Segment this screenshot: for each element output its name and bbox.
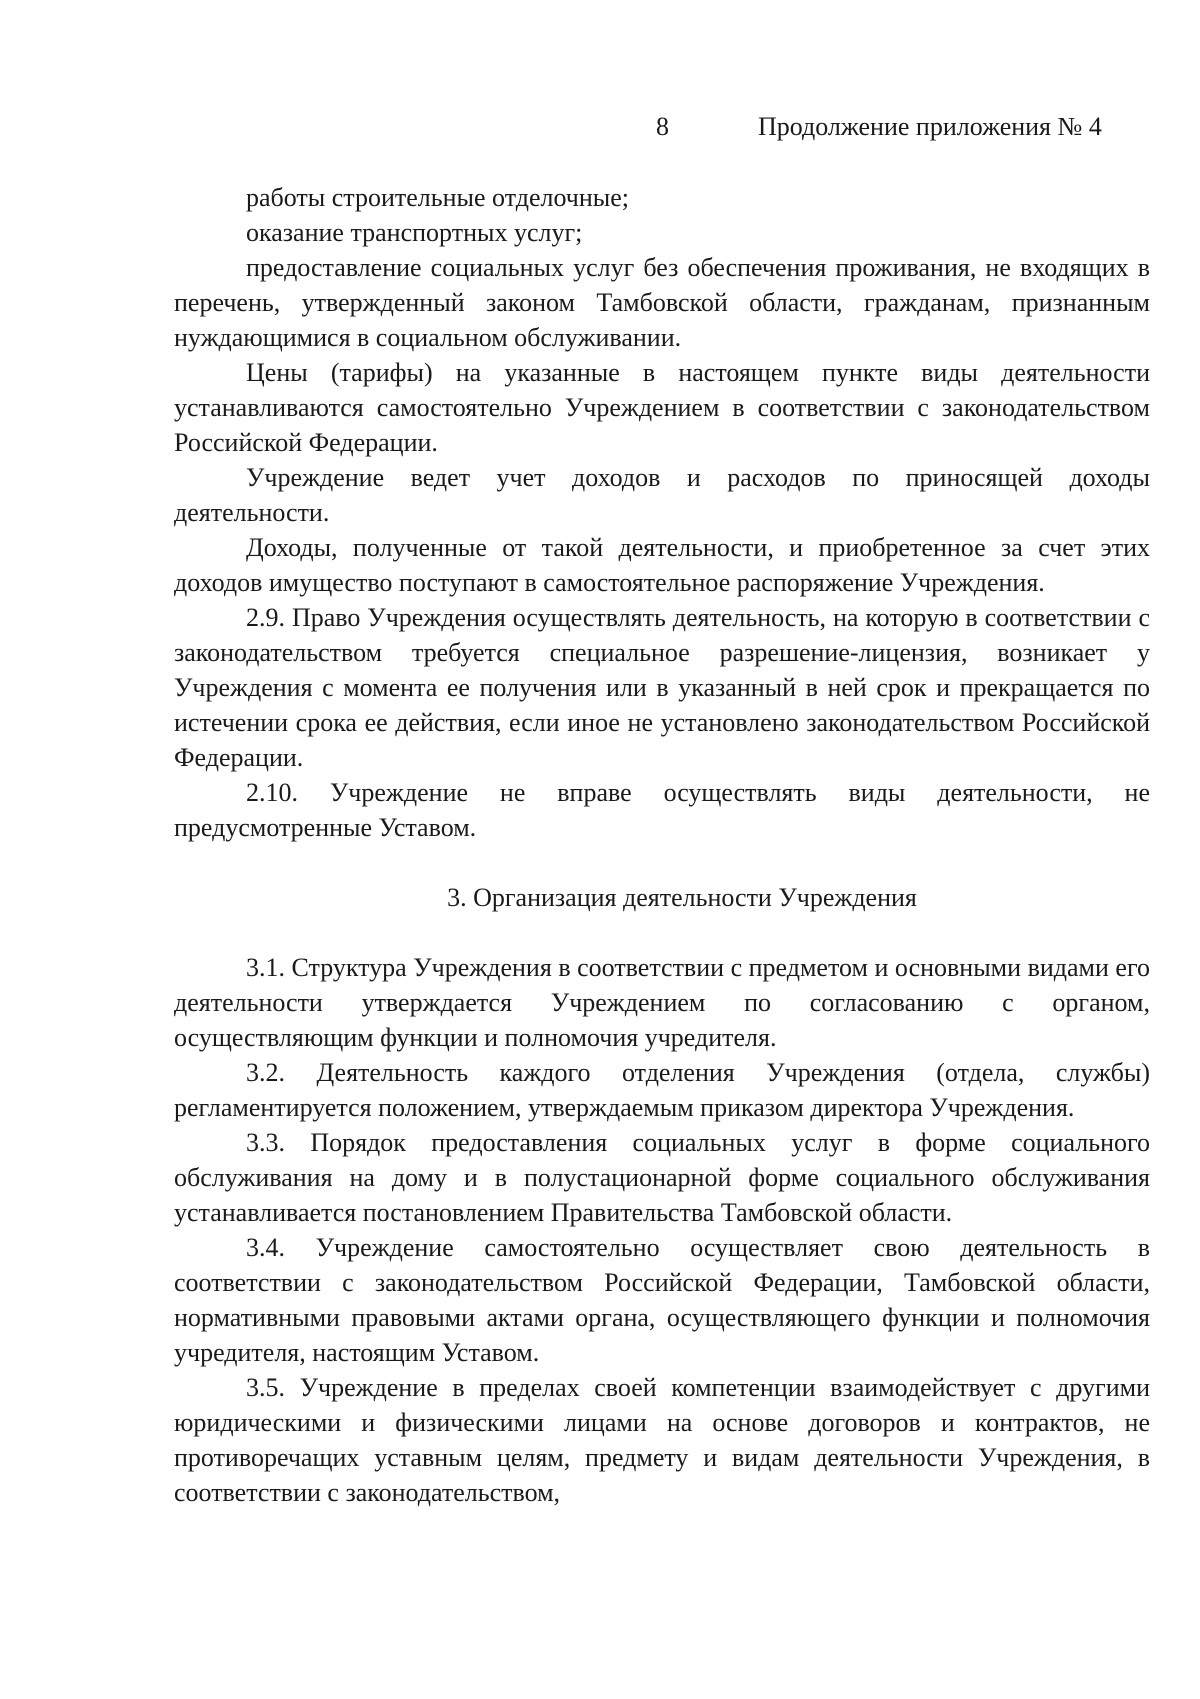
- paragraph: предоставление социальных услуг без обеспечения проживания, не входящих в перечень, утвержденный законом Тамбовской области, гражданам, признанным нуждающимися в социальном обслуживании.: [174, 253, 1150, 352]
- paragraph: 3.3. Порядок предоставления социальных услуг в форме социального обслуживания на дому и в полустационарной форме социального обслуживания устанавливается постановлением Правительства Тамбовской области.: [174, 1128, 1150, 1227]
- paragraph: 2.9. Право Учреждения осуществлять деятельность, на которую в соответствии с законодательством требуется специальное разрешение-лицензия, возникает у Учреждения с момента ее получения или в указанный в ней срок и прекращается по истечении срока ее действия, если иное не установлено законодательством Российской Федерации.: [174, 603, 1150, 772]
- page-number: 8: [656, 112, 669, 141]
- paragraph: 3.4. Учреждение самостоятельно осуществляет свою деятельность в соответствии с законодательством Российской Федерации, Тамбовской области, нормативными правовыми актами органа, осуществляющего функции и полномочия учредителя, настоящим Уставом.: [174, 1233, 1150, 1367]
- paragraph: 3.2. Деятельность каждого отделения Учреждения (отдела, службы) регламентируется положением, утверждаемым приказом директора Учреждения.: [174, 1058, 1150, 1122]
- paragraph: 2.10. Учреждение не вправе осуществлять виды деятельности, не предусмотренные Уставом.: [174, 778, 1150, 842]
- page-header: [0, 112, 1200, 152]
- paragraph: работы строительные отделочные;: [246, 183, 630, 212]
- paragraph: 3.5. Учреждение в пределах своей компетенции взаимодействует с другими юридическими и физическими лицами на основе договоров и контрактов, не противоречащих уставным целям, предмету и видам деятельности Учреждения, в соответствии с законодательством,: [174, 1373, 1150, 1507]
- section-title: 3. Организация деятельности Учреждения: [447, 883, 917, 912]
- paragraph: оказание транспортных услуг;: [246, 218, 583, 247]
- document-body: [174, 180, 1150, 1510]
- appendix-continuation-label: Продолжение приложения № 4: [758, 112, 1102, 141]
- paragraph: Доходы, полученные от такой деятельности, и приобретенное за счет этих доходов имущество поступают в самостоятельное распоряжение Учреждения.: [174, 533, 1150, 597]
- paragraph: Цены (тарифы) на указанные в настоящем пункте виды деятельности устанавливаются самостоятельно Учреждением в соответствии с законодательством Российской Федерации.: [174, 358, 1150, 457]
- paragraph: Учреждение ведет учет доходов и расходов по приносящей доходы деятельности.: [174, 463, 1150, 527]
- paragraph: 3.1. Структура Учреждения в соответствии с предметом и основными видами его деятельности утверждается Учреждением по согласованию с органом, осуществляющим функции и полномочия учредителя.: [174, 953, 1150, 1052]
